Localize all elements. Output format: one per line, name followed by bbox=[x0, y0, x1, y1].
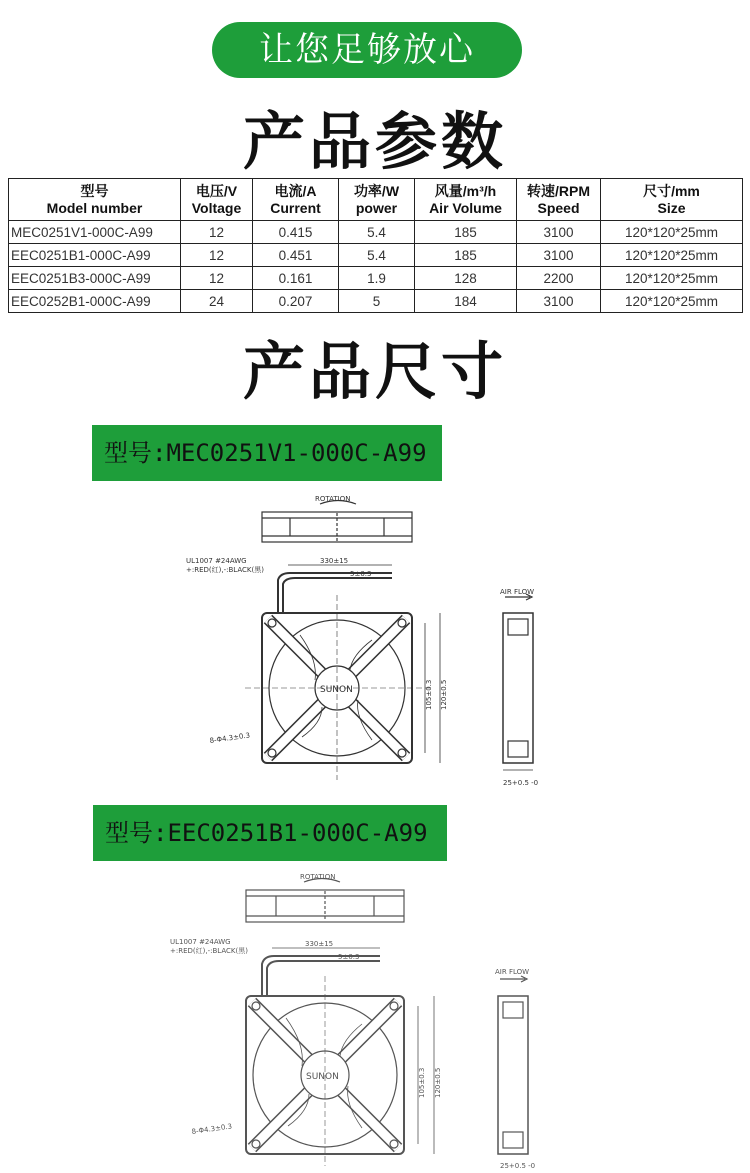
fan-side-view bbox=[246, 879, 404, 923]
table-row bbox=[9, 267, 743, 290]
spec-table-header bbox=[9, 179, 743, 221]
cell-power: 5.4 bbox=[339, 221, 415, 244]
model-label-1: 型号:MEC0251V1-000C-A99 bbox=[92, 425, 442, 481]
cell-voltage: 12 bbox=[181, 221, 253, 244]
product-parameters-title: 产品参数 bbox=[242, 105, 507, 178]
cell-current: 0.207 bbox=[253, 290, 339, 313]
fan-cable bbox=[278, 565, 392, 613]
brand-label: SUNON bbox=[320, 685, 353, 695]
cell-power: 1.9 bbox=[339, 267, 415, 290]
air-flow-label: AIR FLOW bbox=[495, 968, 530, 976]
cell-air-volume: 128 bbox=[415, 267, 517, 290]
rotation-label: ROTATION bbox=[315, 495, 351, 503]
cell-speed: 3100 bbox=[517, 290, 601, 313]
fan-front-view bbox=[246, 976, 404, 1166]
header-size: 尺寸/mm Size bbox=[601, 179, 743, 221]
cell-model: EEC0251B3-000C-A99 bbox=[9, 267, 181, 290]
header-air-volume: 风量/m³/h Air Volume bbox=[415, 179, 517, 221]
cell-air-volume: 185 bbox=[415, 221, 517, 244]
cell-speed: 2200 bbox=[517, 267, 601, 290]
model-label-2: 型号:EEC0251B1-000C-A99 bbox=[93, 805, 447, 861]
cell-current: 0.415 bbox=[253, 221, 339, 244]
thickness-dim: 25+0.5 -0 bbox=[500, 1162, 536, 1170]
fan-profile-view bbox=[503, 594, 533, 770]
table-row bbox=[9, 244, 743, 267]
cable-length-dim: 330±15 bbox=[320, 557, 349, 565]
strip-length-dim: 5±0.3 bbox=[350, 570, 372, 578]
fan-drawing-2 bbox=[0, 866, 750, 1173]
fan-side-view bbox=[262, 501, 412, 543]
strip-length-dim: 5±0.3 bbox=[338, 953, 360, 961]
cell-size: 120*120*25mm bbox=[601, 290, 743, 313]
header-voltage: 电压/V Voltage bbox=[181, 179, 253, 221]
cell-size: 120*120*25mm bbox=[601, 267, 743, 290]
cable-spec: UL1007 #24AWG bbox=[186, 557, 247, 565]
cell-air-volume: 184 bbox=[415, 290, 517, 313]
rotation-label: ROTATION bbox=[300, 873, 336, 881]
thickness-dim: 25+0.5 -0 bbox=[503, 779, 539, 787]
hole-diameter-dim: 8-Φ4.3±0.3 bbox=[191, 1122, 233, 1136]
hole-spacing-dim: 105±0.3 bbox=[418, 1067, 426, 1098]
cell-power: 5.4 bbox=[339, 244, 415, 267]
cell-size: 120*120*25mm bbox=[601, 244, 743, 267]
wire-colors: +:RED(红),-:BLACK(黑) bbox=[170, 947, 248, 955]
brand-label: SUNON bbox=[306, 1072, 339, 1082]
spec-table bbox=[8, 178, 743, 313]
cell-current: 0.161 bbox=[253, 267, 339, 290]
cell-speed: 3100 bbox=[517, 244, 601, 267]
cable-spec: UL1007 #24AWG bbox=[170, 938, 231, 946]
cell-model: EEC0252B1-000C-A99 bbox=[9, 290, 181, 313]
frame-size-dim: 120±0.5 bbox=[434, 1067, 442, 1098]
header-power: 功率/W power bbox=[339, 179, 415, 221]
cell-model: MEC0251V1-000C-A99 bbox=[9, 221, 181, 244]
cell-size: 120*120*25mm bbox=[601, 221, 743, 244]
table-row bbox=[9, 221, 743, 244]
cell-speed: 3100 bbox=[517, 221, 601, 244]
air-flow-label: AIR FLOW bbox=[500, 588, 535, 596]
header-current: 电流/A Current bbox=[253, 179, 339, 221]
cable-length-dim: 330±15 bbox=[305, 940, 334, 948]
cell-model: EEC0251B1-000C-A99 bbox=[9, 244, 181, 267]
hole-spacing-dim: 105±0.3 bbox=[425, 679, 433, 710]
cell-voltage: 12 bbox=[181, 267, 253, 290]
header-speed: 转速/RPM Speed bbox=[517, 179, 601, 221]
hole-diameter-dim: 8-Φ4.3±0.3 bbox=[209, 731, 251, 745]
header-model: 型号 Model number bbox=[9, 179, 181, 221]
wire-colors: +:RED(红),-:BLACK(黑) bbox=[186, 566, 264, 574]
frame-size-dim: 120±0.5 bbox=[440, 679, 448, 710]
cell-current: 0.451 bbox=[253, 244, 339, 267]
fan-drawing-1 bbox=[0, 485, 750, 795]
assurance-badge: 让您足够放心 bbox=[212, 22, 522, 78]
fan-cable bbox=[262, 948, 380, 996]
fan-profile-view bbox=[498, 976, 528, 1154]
cell-voltage: 12 bbox=[181, 244, 253, 267]
cell-voltage: 24 bbox=[181, 290, 253, 313]
product-dimensions-title: 产品尺寸 bbox=[242, 335, 507, 408]
table-row bbox=[9, 290, 743, 313]
cell-power: 5 bbox=[339, 290, 415, 313]
cell-air-volume: 185 bbox=[415, 244, 517, 267]
